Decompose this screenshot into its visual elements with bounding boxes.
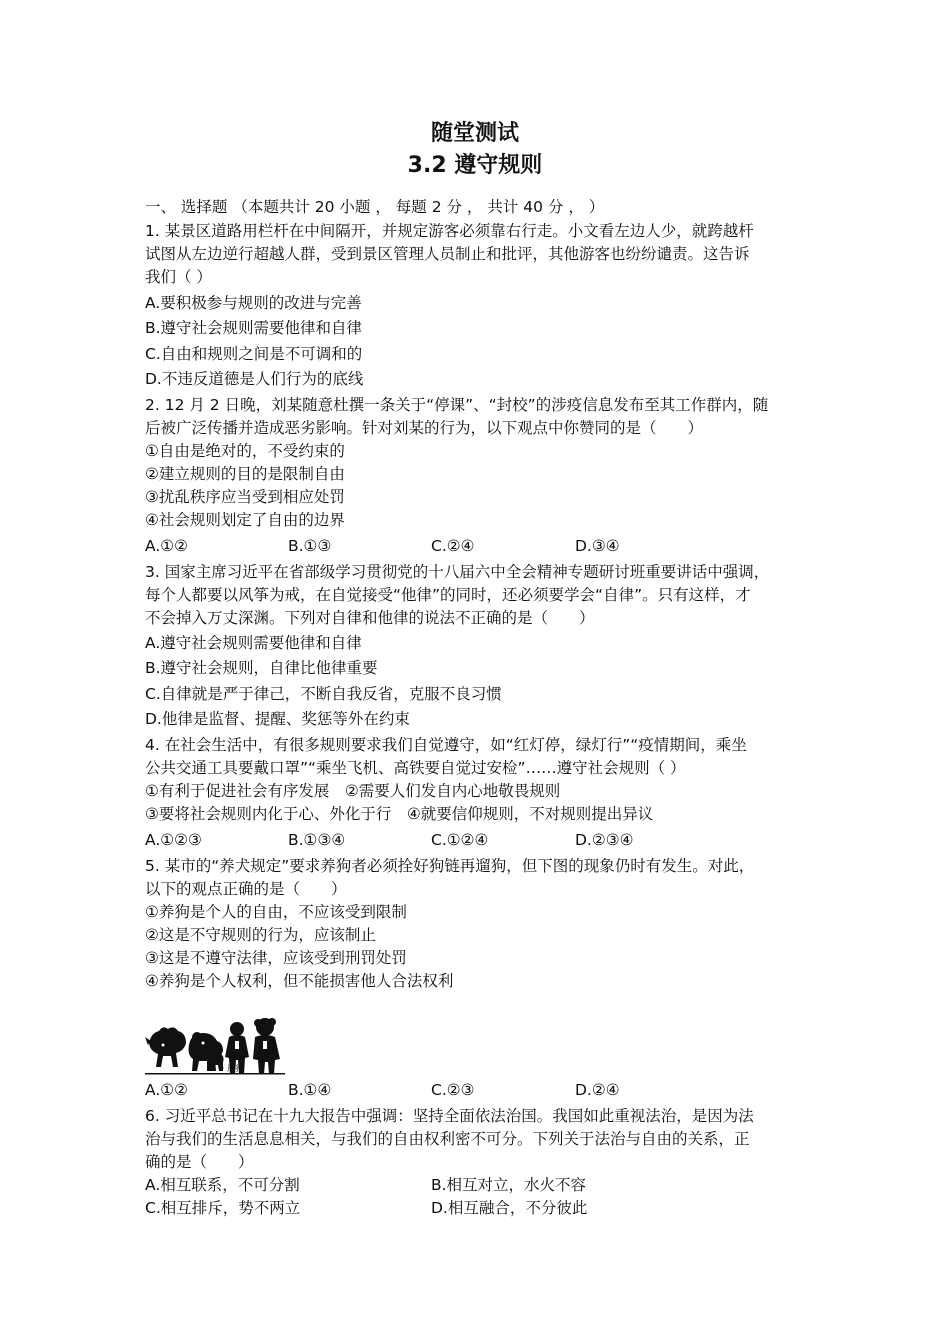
question-3-option-b: B.遵守社会规则，自律比他律重要 [145,659,378,677]
question-6-line-3: 确的是（ ） [145,1153,254,1171]
question-2-option-b: B.①③ [288,537,332,555]
question-2-line-1: 2. 12 月 2 日晚，刘某随意杜撰一条关于“停课”、“封校”的涉疫信息发布至其工作群内，随 [145,396,769,414]
document-subtitle: 3.2 遵守规则 [407,153,543,178]
question-1-option-b: B.遵守社会规则需要他律和自律 [145,319,363,337]
question-3-line-3: 不会掉入万丈深渊。下列对自律和他律的说法不正确的是（ ） [145,609,595,627]
question-2-item-1: ①自由是绝对的，不受约束的 [145,442,345,460]
question-5-option-d: D.②④ [575,1081,620,1099]
question-6-line-2: 治与我们的生活息息相关，与我们的自由权利密不可分。下列关于法治与自由的关系，正 [145,1130,750,1148]
question-4-option-d: D.②③④ [575,831,634,849]
question-3-line-2: 每个人都要以风筝为戒，在自觉接受“他律”的同时，还必须要学会“自律”。只有这样，才 [145,586,751,604]
section-heading: 一、 选择题 （本题共计 20 小题 ， 每题 2 分 ， 共计 40 分 ， ） [145,198,605,216]
question-2-option-d: D.③④ [575,537,620,555]
question-4-item-1: ①有利于促进社会有序发展 ②需要人们发自内心地敬畏规则 [145,782,561,800]
question-6-line-1: 6. 习近平总书记在十九大报告中强调：坚持全面依法治国。我国如此重视法治，是因为法 [145,1107,754,1125]
question-5-item-4: ④养狗是个人权利，但不能损害他人合法权利 [145,972,454,990]
question-5-line-2: 以下的观点正确的是（ ） [145,880,347,898]
question-2-item-4: ④社会规则划定了自由的边界 [145,511,345,529]
question-5-item-1: ①养狗是个人的自由，不应该受到限制 [145,903,407,921]
question-5-option-c: C.②③ [431,1081,475,1099]
figure-caption: · 遛狗 [222,1064,244,1073]
question-4-line-2: 公共交通工具要戴口罩”“乘坐飞机、高铁要自觉过安检”……遵守社会规则（ ） [145,759,686,777]
question-2-item-3: ③扰乱秩序应当受到相应处罚 [145,488,345,506]
question-3-option-c: C.自律就是严于律己，不断自我反省，克服不良习惯 [145,685,502,703]
question-6-option-d: D.相互融合，不分彼此 [431,1199,588,1217]
question-1-line-3: 我们（ ） [145,268,212,286]
dog-walking-illustration [145,1015,285,1077]
question-1-option-c: C.自由和规则之间是不可调和的 [145,345,363,363]
document-title: 随堂测试 [430,121,519,146]
question-1-line-2: 试图从左边逆行超越人群，受到景区管理人员制止和批评，其他游客也纷纷谴责。这告诉 [145,245,750,263]
question-4-option-a: A.①②③ [145,831,202,849]
question-6-option-c: C.相互排斥，势不两立 [145,1199,301,1217]
question-1-option-a: A.要积极参与规则的改进与完善 [145,294,362,312]
question-4-item-2: ③要将社会规则内化于心、外化于行 ④就要信仰规则，不对规则提出异议 [145,805,654,823]
question-6-option-a: A.相互联系，不可分割 [145,1176,300,1194]
question-4-option-b: B.①③④ [288,831,346,849]
question-3-option-a: A.遵守社会规则需要他律和自律 [145,634,362,652]
question-2-option-a: A.①② [145,537,189,555]
question-2-option-c: C.②④ [431,537,475,555]
question-6-option-b: B.相互对立，水火不容 [431,1176,587,1194]
question-3-line-1: 3. 国家主席习近平在省部级学习贯彻党的十八届六中全会精神专题研讨班重要讲话中强调， [145,563,770,581]
question-1-line-1: 1. 某景区道路用栏杆在中间隔开，并规定游客必须靠右行走。小文看左边人少，就跨越杆 [145,222,754,240]
question-5-item-3: ③这是不遵守法律，应该受到刑罚处罚 [145,949,407,967]
question-5-item-2: ②这是不守规则的行为，应该制止 [145,926,376,944]
question-5-option-b: B.①④ [288,1081,332,1099]
question-5-option-a: A.①② [145,1081,189,1099]
question-2-item-2: ②建立规则的目的是限制自由 [145,465,345,483]
question-2-line-2: 后被广泛传播并造成恶劣影响。针对刘某的行为，以下观点中你赞同的是（ ） [145,419,704,437]
question-5-line-1: 5. 某市的“养犬规定”要求养狗者必须拴好狗链再遛狗，但下图的现象仍时有发生。对此， [145,857,755,875]
question-3-option-d: D.他律是监督、提醒、奖惩等外在约束 [145,710,410,728]
question-1-option-d: D.不违反道德是人们行为的底线 [145,370,364,388]
question-4-option-c: C.①②④ [431,831,489,849]
question-4-line-1: 4. 在社会生活中，有很多规则要求我们自觉遵守，如“红灯停，绿灯行”“疫情期间，乘坐 [145,736,747,754]
